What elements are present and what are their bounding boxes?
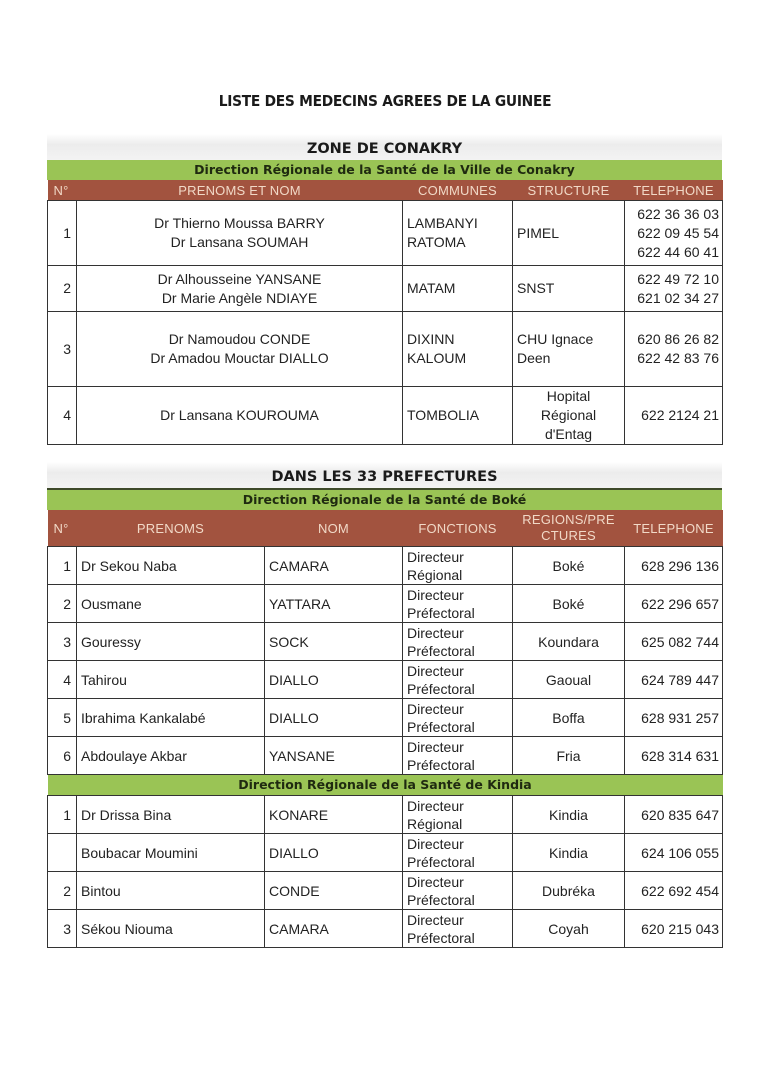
col-header-structure: STRUCTURE xyxy=(513,180,625,201)
structure-line: PIMEL xyxy=(517,224,560,241)
nom: YATTARA xyxy=(265,585,403,623)
fonction-line: Directeur xyxy=(407,624,464,641)
fonction xyxy=(403,623,513,661)
communes-line: DIXINN xyxy=(407,331,455,347)
table-row xyxy=(48,387,723,445)
structure-line: SNST xyxy=(517,280,555,296)
table-row xyxy=(48,201,723,266)
fonction-line: Préfectoral xyxy=(407,642,475,659)
prenoms: Tahirou xyxy=(77,661,265,699)
direction-band-kindia: Direction Régionale de la Santé de Kindia xyxy=(48,775,723,795)
structure-line: Deen xyxy=(517,350,551,366)
prefectures-table xyxy=(47,510,723,948)
row-number: 1 xyxy=(48,796,77,834)
telephones xyxy=(625,387,723,445)
row-number: 6 xyxy=(48,737,77,775)
structure xyxy=(513,201,625,266)
communes-line: TOMBOLIA xyxy=(407,407,480,423)
prenoms: Abdoulaye Akbar xyxy=(77,737,265,775)
table-row xyxy=(48,585,723,623)
nom: CAMARA xyxy=(265,910,403,948)
structure-line: d'Entag xyxy=(544,426,593,442)
nom: YANSANE xyxy=(265,737,403,775)
fonction-line: Préfectoral xyxy=(407,604,475,621)
communes-line: LAMBANYI xyxy=(407,215,478,231)
fonction-line: Préfectoral xyxy=(407,718,475,735)
telephone: 620 835 647 xyxy=(625,796,723,834)
fonction-line: Préfectoral xyxy=(407,853,475,870)
doctor-names-line: Dr Lansana SOUMAH xyxy=(170,234,309,250)
telephone: 625 082 744 xyxy=(625,623,723,661)
region: Fria xyxy=(513,737,625,775)
doctor-names-line: Dr Marie Angèle NDIAYE xyxy=(161,289,318,306)
telephone: 622 296 657 xyxy=(625,585,723,623)
fonction xyxy=(403,547,513,585)
table-row xyxy=(48,661,723,699)
conakry-table xyxy=(47,180,723,445)
nom: KONARE xyxy=(265,796,403,834)
structure-line: Hopital xyxy=(546,388,591,404)
region: Kindia xyxy=(513,834,625,872)
telephones xyxy=(625,201,723,266)
telephones-line: 622 09 45 54 xyxy=(637,224,719,241)
fonction-line: Directeur xyxy=(407,586,464,603)
table-row xyxy=(48,737,723,775)
doctor-names xyxy=(77,387,403,445)
conakry-section xyxy=(47,134,722,445)
telephone: 628 931 257 xyxy=(625,699,723,737)
row-number: 3 xyxy=(48,910,77,948)
doctor-names-line: Dr Namoudou CONDE xyxy=(168,331,311,347)
table-row xyxy=(48,872,723,910)
nom: CAMARA xyxy=(265,547,403,585)
fonction-line: Régional xyxy=(407,566,463,583)
fonction-line: Directeur xyxy=(407,548,464,565)
prenoms: Boubacar Moumini xyxy=(77,834,265,872)
fonction xyxy=(403,585,513,623)
region: Boké xyxy=(513,585,625,623)
nom: CONDE xyxy=(265,872,403,910)
region: Gaoual xyxy=(513,661,625,699)
col-header-num: N° xyxy=(48,180,77,201)
row-number: 5 xyxy=(48,699,77,737)
communes xyxy=(403,387,513,445)
fonction-line: Préfectoral xyxy=(407,891,475,908)
row-number: 4 xyxy=(48,661,77,699)
fonction xyxy=(403,796,513,834)
row-number: 3 xyxy=(48,623,77,661)
zone-title: ZONE DE CONAKRY xyxy=(47,134,722,160)
zone-title: DANS LES 33 PREFECTURES xyxy=(47,462,722,488)
prenoms: Ibrahima Kankalabé xyxy=(77,699,265,737)
telephones-line: 622 44 60 41 xyxy=(637,243,719,260)
fonction-line: Directeur xyxy=(407,873,464,890)
telephone: 620 215 043 xyxy=(625,910,723,948)
prenoms: Dr Drissa Bina xyxy=(77,796,265,834)
telephones-line: 622 42 83 76 xyxy=(637,350,719,366)
doctor-names-line: Dr Amadou Mouctar DIALLO xyxy=(150,350,329,366)
row-number: 2 xyxy=(48,872,77,910)
fonction xyxy=(403,661,513,699)
doctor-names-line: Dr Alhousseine YANSANE xyxy=(157,270,322,287)
document-title: LISTE DES MEDECINS AGREES DE LA GUINEE xyxy=(218,92,552,110)
telephones-line: 620 86 26 82 xyxy=(637,331,719,347)
doctor-names-line: Dr Thierno Moussa BARRY xyxy=(154,215,325,231)
col-header-nom: NOM xyxy=(265,510,403,547)
row-number xyxy=(48,834,77,872)
doctor-names-line: Dr Lansana KOUROUMA xyxy=(160,407,319,423)
telephone: 622 692 454 xyxy=(625,872,723,910)
col-header-num: N° xyxy=(48,510,77,547)
col-header-telephone: TELEPHONE xyxy=(625,180,723,201)
fonction-line: Préfectoral xyxy=(407,680,475,697)
table-header-row xyxy=(48,180,723,201)
doctor-names xyxy=(77,201,403,266)
nom: DIALLO xyxy=(265,699,403,737)
table-row xyxy=(48,796,723,834)
region: Koundara xyxy=(513,623,625,661)
row-number: 1 xyxy=(48,201,77,266)
fonction-line: Préfectoral xyxy=(407,929,475,946)
prefectures-section xyxy=(47,462,722,948)
region: Dubréka xyxy=(513,872,625,910)
fonction-line: Directeur xyxy=(407,662,464,679)
col-header-regions: REGIONS/PRE CTURES xyxy=(513,510,625,547)
fonction xyxy=(403,699,513,737)
prenoms: Ousmane xyxy=(77,585,265,623)
fonction-line: Directeur xyxy=(407,700,464,717)
structure-line: Régional xyxy=(540,407,597,423)
prenoms: Gouressy xyxy=(77,623,265,661)
region: Boké xyxy=(513,547,625,585)
row-number: 2 xyxy=(48,585,77,623)
col-header-prenoms: PRENOMS xyxy=(77,510,265,547)
telephones xyxy=(625,312,723,387)
structure xyxy=(513,387,625,445)
row-number: 4 xyxy=(48,387,77,445)
communes xyxy=(403,266,513,312)
structure xyxy=(513,312,625,387)
table-row xyxy=(48,699,723,737)
telephones-line: 622 2124 21 xyxy=(641,407,719,423)
direction-band-boke: Direction Régionale de la Santé de Boké xyxy=(47,488,722,510)
communes-line: KALOUM xyxy=(407,350,467,366)
communes-line: RATOMA xyxy=(407,234,466,250)
table-row xyxy=(48,623,723,661)
doctor-names xyxy=(77,312,403,387)
nom: DIALLO xyxy=(265,661,403,699)
telephone: 628 296 136 xyxy=(625,547,723,585)
table-row xyxy=(48,834,723,872)
fonction xyxy=(403,910,513,948)
nom: DIALLO xyxy=(265,834,403,872)
fonction-line: Directeur xyxy=(407,797,464,814)
table-row xyxy=(48,266,723,312)
telephone: 624 106 055 xyxy=(625,834,723,872)
fonction-line: Directeur xyxy=(407,835,464,852)
structure xyxy=(513,266,625,312)
communes-line: MATAM xyxy=(407,280,456,296)
prenoms: Bintou xyxy=(77,872,265,910)
table-row xyxy=(48,547,723,585)
region: Kindia xyxy=(513,796,625,834)
fonction xyxy=(403,834,513,872)
nom: SOCK xyxy=(265,623,403,661)
fonction-line: Directeur xyxy=(407,911,464,928)
fonction xyxy=(403,872,513,910)
col-header-names: PRENOMS ET NOM xyxy=(77,180,403,201)
fonction-line: Préfectoral xyxy=(407,756,475,773)
col-header-communes: COMMUNES xyxy=(403,180,513,201)
col-header-fonctions: FONCTIONS xyxy=(403,510,513,547)
telephones-line: 621 02 34 27 xyxy=(637,289,719,306)
telephone: 628 314 631 xyxy=(625,737,723,775)
row-number: 3 xyxy=(48,312,77,387)
doctor-names xyxy=(77,266,403,312)
table-header-row xyxy=(48,510,723,547)
telephones-line: 622 49 72 10 xyxy=(637,270,719,287)
telephones-line: 622 36 36 03 xyxy=(637,205,719,222)
prenoms: Dr Sekou Naba xyxy=(77,547,265,585)
fonction-line: Directeur xyxy=(407,738,464,755)
row-number: 2 xyxy=(48,266,77,312)
table-row xyxy=(48,312,723,387)
telephones xyxy=(625,266,723,312)
prenoms: Sékou Niouma xyxy=(77,910,265,948)
table-row xyxy=(48,910,723,948)
region: Boffa xyxy=(513,699,625,737)
fonction-line: Régional xyxy=(407,815,463,832)
communes xyxy=(403,201,513,266)
telephone: 624 789 447 xyxy=(625,661,723,699)
fonction xyxy=(403,737,513,775)
row-number: 1 xyxy=(48,547,77,585)
communes xyxy=(403,312,513,387)
structure-line: CHU Ignace xyxy=(517,331,594,347)
region: Coyah xyxy=(513,910,625,948)
direction-band: Direction Régionale de la Santé de la Ville de Conakry xyxy=(47,160,722,180)
col-header-telephone: TELEPHONE xyxy=(625,510,723,547)
